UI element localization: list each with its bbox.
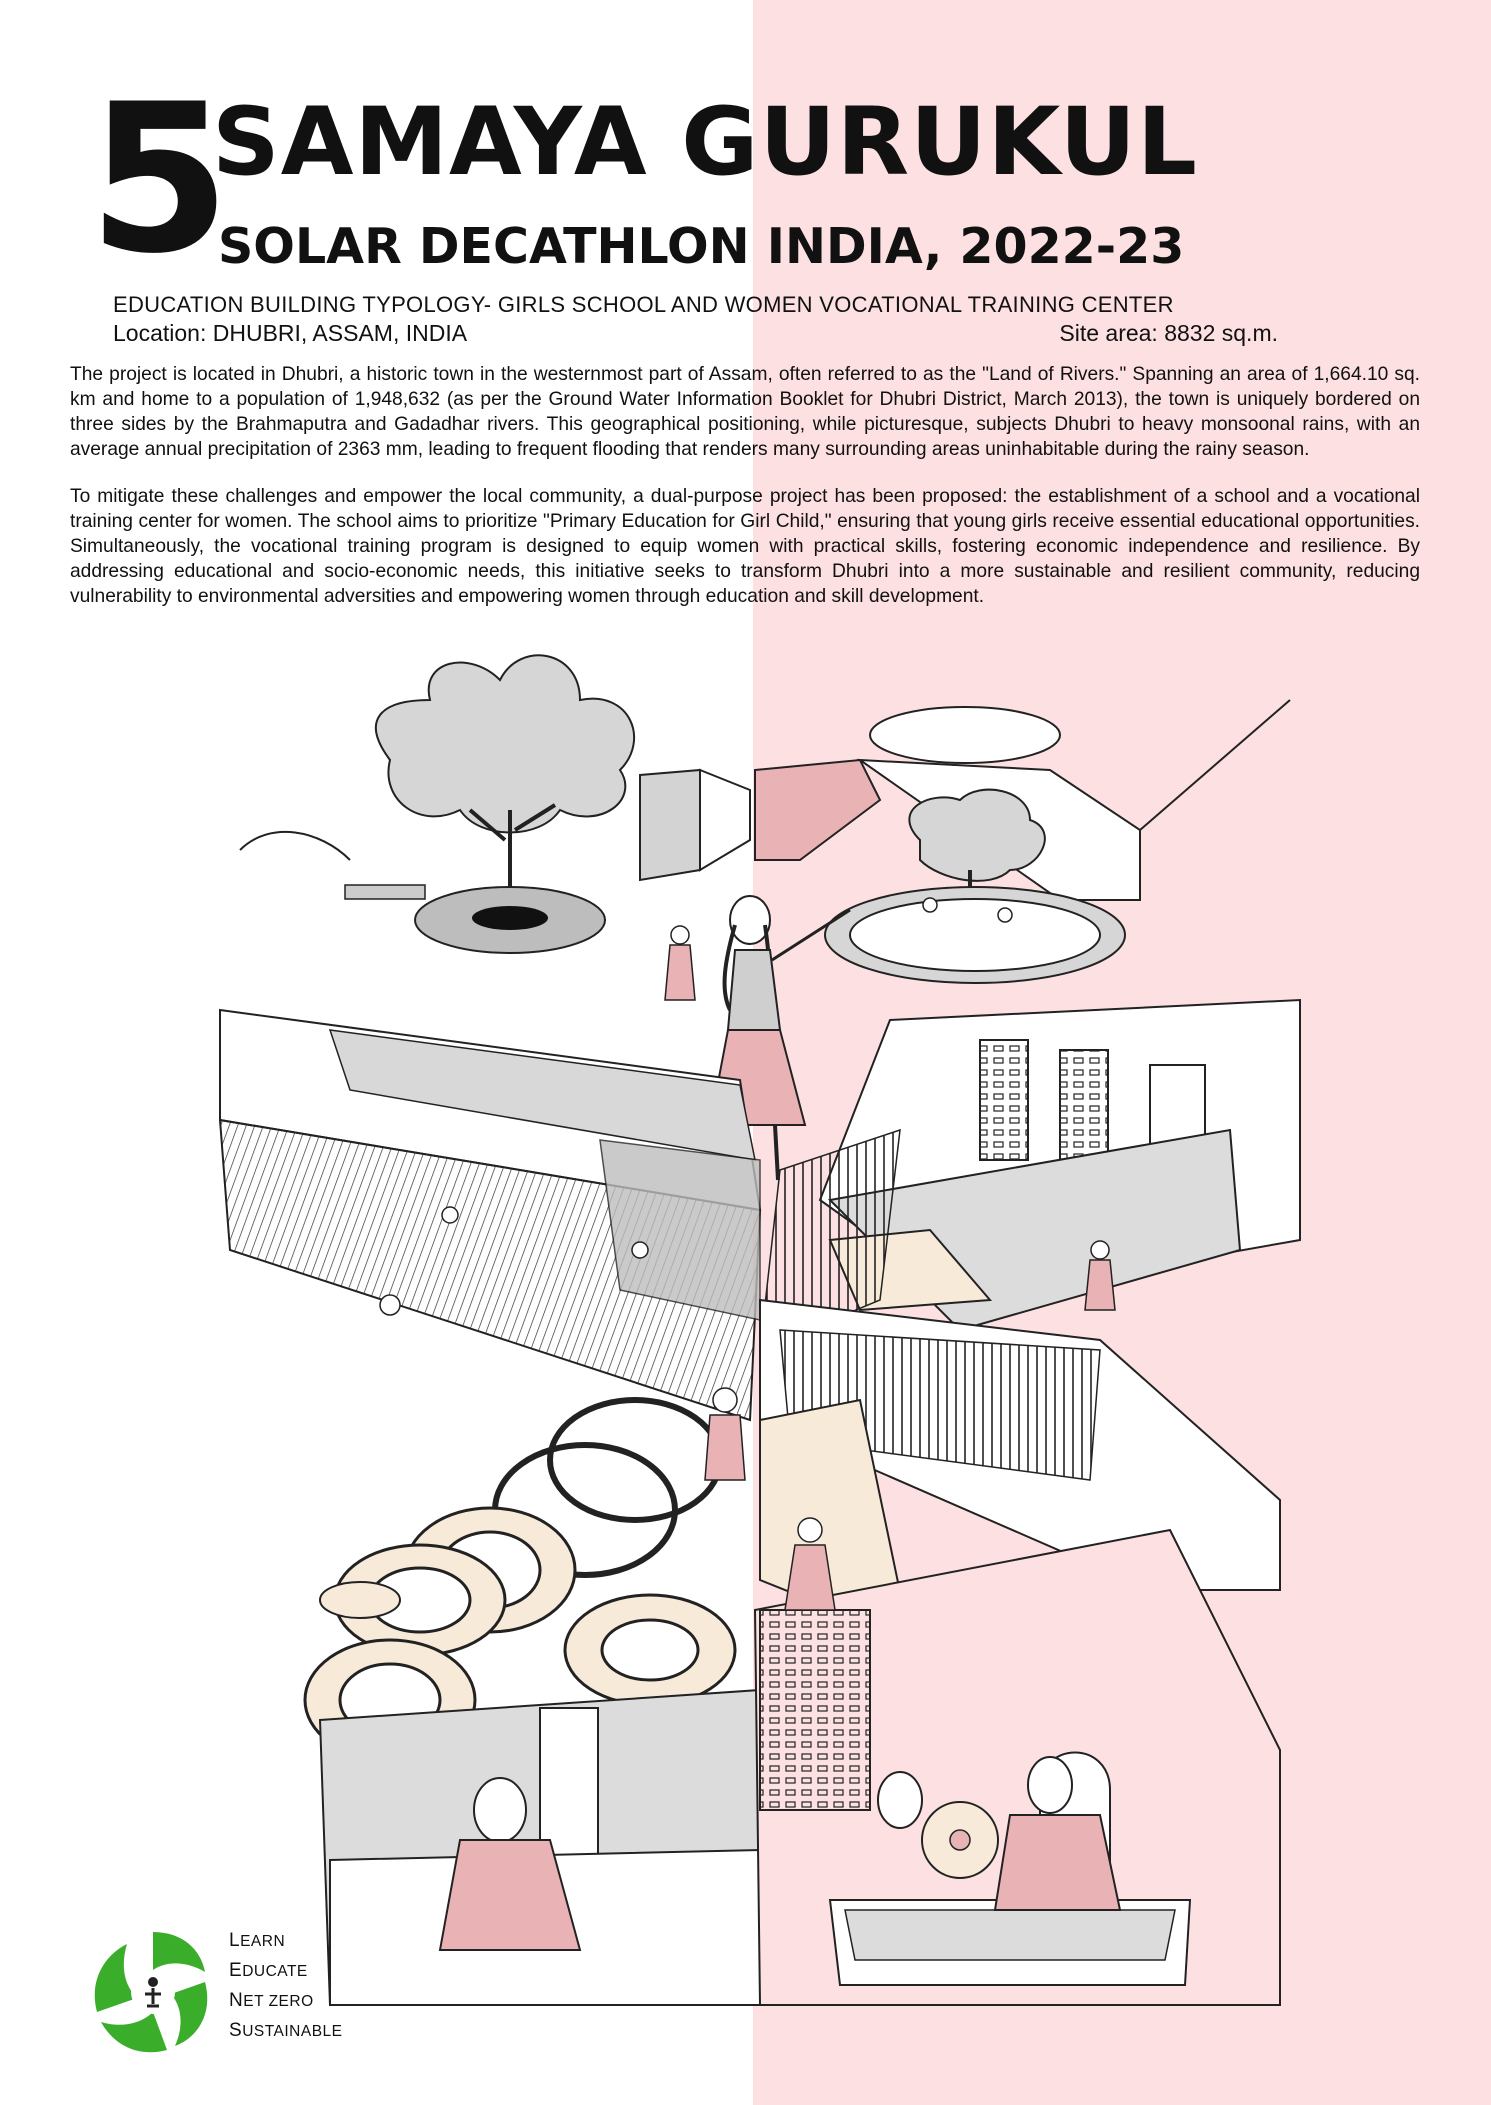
left-building-backdrop — [640, 770, 750, 880]
project-title: SAMAYA GURUKUL — [212, 88, 1198, 197]
stepped-terraces — [220, 1010, 760, 1420]
classroom-block — [760, 1000, 1300, 1350]
logo-acronym — [229, 1926, 343, 2046]
acronym-line-sustainable: SUSTAINABLE — [229, 2020, 343, 2041]
courtyard-tree-left — [240, 655, 634, 953]
acronym-line-net-zero: NET ZERO — [229, 1990, 314, 2011]
leaf-circle-logo-icon — [83, 1922, 223, 2062]
courtyard-right — [755, 700, 1290, 983]
location-text: Location: DHUBRI, ASSAM, INDIA — [113, 320, 468, 346]
site-area-text: Site area: 8832 sq.m. — [1059, 320, 1278, 346]
bottom-left-room — [320, 1690, 760, 2005]
paragraph-context: The project is located in Dhubri, a historic town in the westernmost part of Assam, often referred to as the "Land of Rivers." Spanning an area of 1,664.10 sq. km and home to a population of 1,948,632 (as per the Ground Water Information Booklet for Dhubri District, March 2013), the town is uniquely bordered on three sides by the Brahmaputra and Gadadhar rivers. This geographical positioning, while picturesque, subjects Dhubri to heavy monsoonal rains, with an average annual precipitation of 2363 mm, leading to frequent flooding that renders many surrounding areas uninhabitable during the rainy season. — [70, 364, 1420, 460]
typology-line: EDUCATION BUILDING TYPOLOGY- GIRLS SCHOOL AND WOMEN VOCATIONAL TRAINING CENTER — [113, 292, 1174, 317]
team-number: 5 — [88, 61, 227, 299]
paragraph-proposal: To mitigate these challenges and empower the local community, a dual-purpose project has been proposed: the establishment of a school and a vocational training center for women. The school aims to prioritize "Primary Education for Girl Child," ensuring that young girls receive essential educational opportunities. Simultaneously, the vocational training program is designed to equip women with practical skills, fostering economic independence and resilience. By addressing educational and socio-economic needs, this initiative seeks to transform Dhubri into a more sustainable and resilient community, reducing vulnerability to environmental adversities and empowering women through education and skill development. — [70, 485, 1420, 607]
acronym-line-learn: LEARN — [229, 1930, 286, 1951]
acronym-line-educate: EDUCATE — [229, 1960, 308, 1981]
competition-subtitle: SOLAR DECATHLON INDIA, 2022-23 — [218, 218, 1185, 275]
